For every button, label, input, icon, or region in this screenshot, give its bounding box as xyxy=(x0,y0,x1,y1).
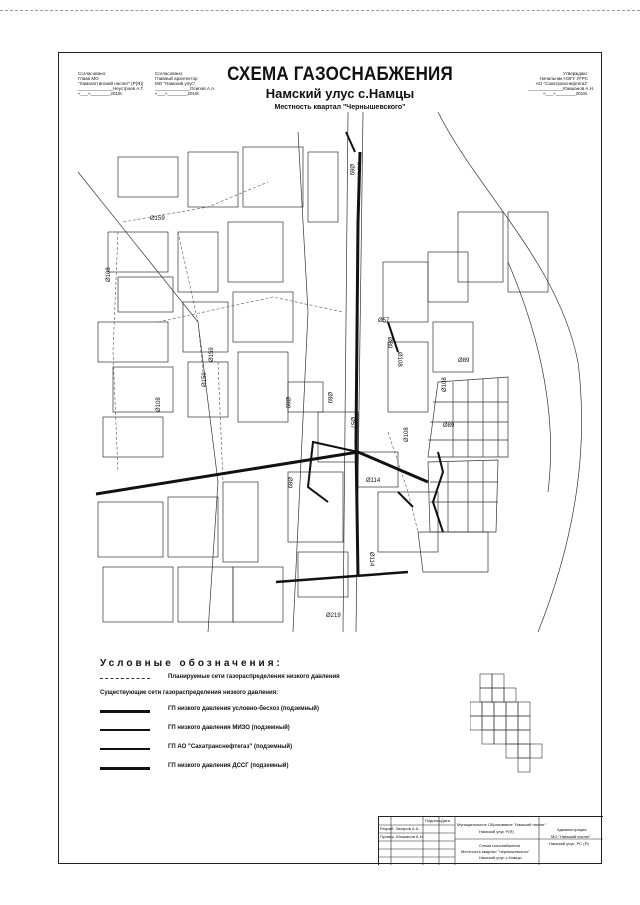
approval-left xyxy=(78,71,144,96)
approval-middle-line: Согласовано: xyxy=(155,71,184,76)
document-title: СХЕМА ГАЗОСНАБЖЕНИЯ xyxy=(227,62,453,85)
document-subtitle: Намский улус с.Намцы xyxy=(265,86,415,101)
legend-existing-header: Существующие сети газораспределения низкого давления: xyxy=(100,690,279,696)
stamp-admin: Администрация xyxy=(557,827,587,832)
stamp-doc: Схема газоснабжения xyxy=(479,843,520,848)
approval-left-line: Глава МО xyxy=(78,76,99,81)
legend-swatch xyxy=(100,748,150,750)
approval-middle-line: ______________Осипов А.А. xyxy=(155,86,216,91)
stamp-date-header: Дата xyxy=(441,818,450,823)
approval-middle-line: МО "Намский улус" xyxy=(155,81,196,86)
legend-item: ГП низкого давления ДССГ (подземный) xyxy=(168,763,289,769)
key-map xyxy=(470,672,550,782)
pipe-label: Ø159 xyxy=(202,372,208,387)
approval-left-line: ______________Неустроев А.Г. xyxy=(78,86,144,91)
approval-left-line: "Хамагаттинский наслег" (Р(Я)) xyxy=(78,81,144,86)
pipe-label: Ø108 xyxy=(396,352,402,367)
legend-item: ГП низкого давления условно-бесхоз (подземный) xyxy=(168,706,319,712)
approval-right-line: ______________Юмшанов А.Н. xyxy=(528,86,595,91)
pipe-label: Ø89 xyxy=(284,397,290,409)
title-block-stamp xyxy=(378,816,603,865)
stamp-doc: Местность квартал "Чернышевского" xyxy=(461,849,530,854)
stamp-org: Намский улус Р(Я) xyxy=(479,829,514,834)
approval-right-line: АО "Сахатранснефтегаз" xyxy=(535,81,588,86)
pipe-label: Ø114 xyxy=(368,552,374,567)
pipe-label: Ø89 xyxy=(386,337,392,349)
pipe-label: Ø108 xyxy=(106,267,112,282)
pipe-label: Ø89 xyxy=(443,423,455,429)
pipe-label: Ø57 xyxy=(349,417,355,429)
top-cut-line xyxy=(0,10,640,11)
approval-middle-line: «___»________2019г. xyxy=(155,91,200,96)
pipe-label: Ø57 xyxy=(378,318,390,324)
parcel-boundaries xyxy=(78,112,582,632)
approval-right-line: «___»________2019г. xyxy=(543,91,588,96)
stamp-row: Разраб. Захаров А.А. xyxy=(380,826,420,831)
stamp-admin: Намский улус, РС (Я) xyxy=(549,841,589,846)
approval-middle-line: Главный архитектор xyxy=(155,76,198,81)
legend-swatch xyxy=(100,710,150,713)
pipe-label: Ø108 xyxy=(442,377,448,392)
pipe-label: Ø159 xyxy=(150,216,165,222)
legend-item: ГП низкого давления МИЗО (подземный) xyxy=(168,725,290,731)
approval-right xyxy=(528,71,595,96)
gas-supply-map xyxy=(58,112,598,642)
approval-right-line: Начальник НЭГУ УГРС xyxy=(539,76,588,81)
stamp-row: Провер. Юмшанов А.Н. xyxy=(380,834,424,839)
pipe-label: Ø159 xyxy=(209,347,215,362)
legend-swatch-planned xyxy=(100,678,150,679)
legend-item: ГП АО "Сахатранснефтегаз" (подземный) xyxy=(168,744,293,750)
legend-planned: Планируемые сети газораспределения низкого давления xyxy=(168,674,340,680)
approval-right-line: Утверждаю: xyxy=(562,71,588,76)
existing-pipes xyxy=(96,132,443,582)
pipe-label: Ø89 xyxy=(326,392,332,404)
pipe-label: Ø89 xyxy=(286,477,292,489)
pipe-label: Ø89 xyxy=(458,358,470,364)
pipe-label: Ø219 xyxy=(326,613,341,619)
legend-swatch xyxy=(100,729,150,731)
stamp-doc: Намский улус с.Намцы xyxy=(479,855,522,860)
approval-left-line: «___»________2019г. xyxy=(78,91,123,96)
pipe-label: Ø89 xyxy=(348,164,354,176)
legend-title: Условные обозначения: xyxy=(100,658,283,669)
legend-swatch xyxy=(100,767,150,770)
legend xyxy=(100,658,340,769)
approval-left-line: Согласовано: xyxy=(78,71,107,76)
stamp-org: Муниципальное Образование "Намский наслег" xyxy=(457,822,547,827)
locality-label: Местность квартал "Чернышевского" xyxy=(274,104,406,111)
pipe-label: Ø108 xyxy=(404,427,410,442)
pipe-label: Ø108 xyxy=(156,397,162,412)
stamp-signature-header: Подпись xyxy=(425,818,441,823)
pipe-label: Ø114 xyxy=(366,478,381,484)
stamp-admin: МО "Намский наслег" xyxy=(551,834,592,839)
title-block xyxy=(200,64,480,111)
